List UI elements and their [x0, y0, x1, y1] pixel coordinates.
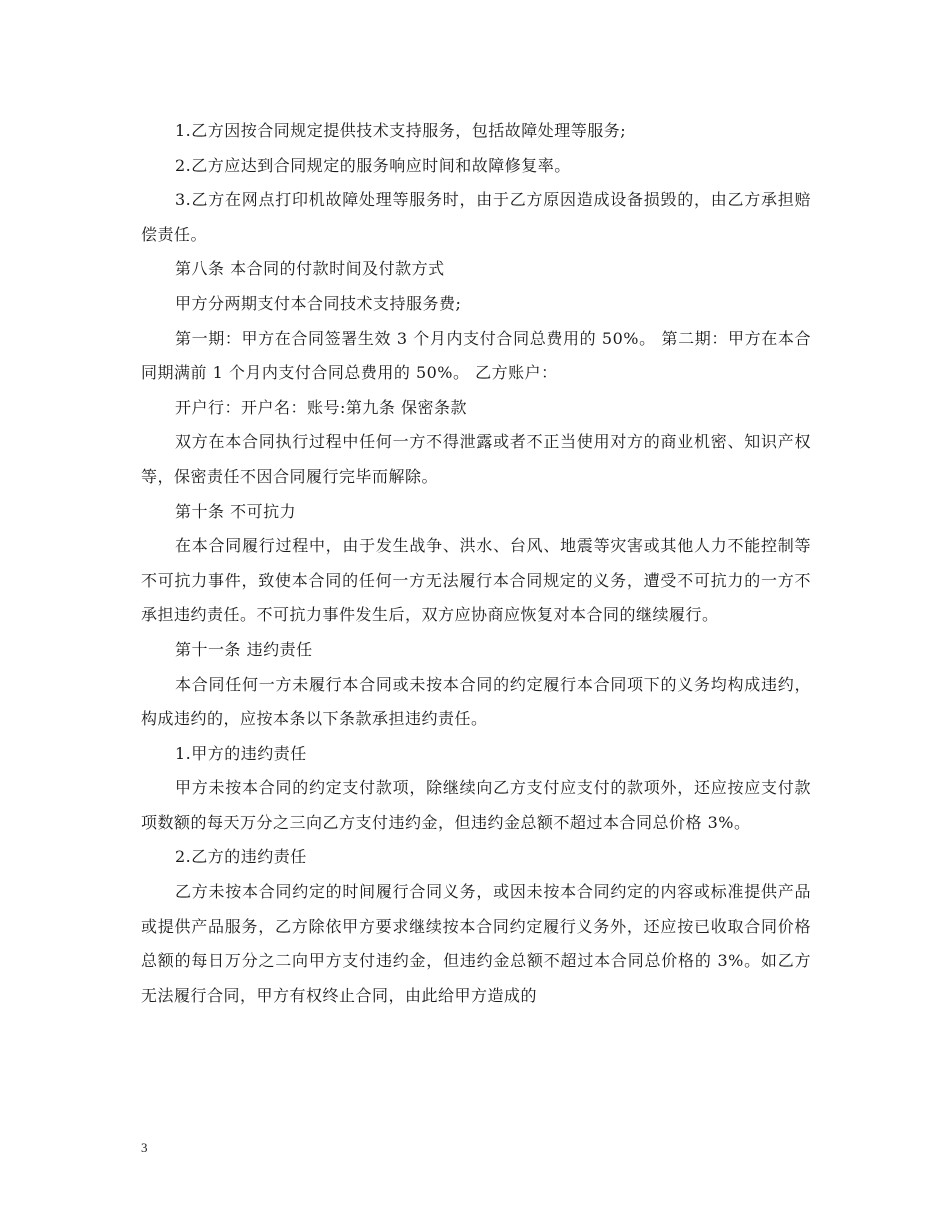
clause-paragraph: 本合同任何一方未履行本合同或未按本合同的约定履行本合同项下的义务均构成违约，构成违约的，应按本条以下条款承担违约责任。	[141, 674, 811, 729]
clause-paragraph: 甲方分两期支付本合同技术支持服务费;	[175, 293, 462, 313]
article-heading: 第十条 不可抗力	[175, 501, 297, 521]
clause-paragraph: 乙方未按本合同约定的时间履行合同义务，或因未按本合同约定的内容或标准提供产品或提供产品服务，乙方除依甲方要求继续按本合同约定履行义务外，还应按已收取合同价格总额的每日万分之二向甲方支付违约金，但违约金总额不超过本合同总价格的 3%。如乙方无法履行合同，甲方有权终止合同，由此给甲方造成的	[141, 882, 811, 1005]
clause-paragraph: 第一期：甲方在合同签署生效 3 个月内支付合同总费用的 50%。 第二期：甲方在本合同期满前 1 个月内支付合同总费用的 50%。 乙方账户：	[141, 328, 811, 383]
sub-heading: 1.甲方的违约责任	[175, 743, 307, 763]
clause-paragraph: 2.乙方应达到合同规定的服务响应时间和故障修复率。	[175, 155, 571, 175]
article-heading: 第十一条 违约责任	[175, 639, 313, 659]
clause-paragraph: 在本合同履行过程中，由于发生战争、洪水、台风、地震等灾害或其他人力不能控制等不可抗力事件，致使本合同的任何一方无法履行本合同规定的义务，遭受不可抗力的一方不承担违约责任。不可抗力事件发生后，双方应协商应恢复对本合同的继续履行。	[141, 536, 811, 625]
clause-paragraph: 双方在本合同执行过程中任何一方不得泄露或者不正当使用对方的商业机密、知识产权等，保密责任不因合同履行完毕而解除。	[141, 432, 811, 486]
clause-paragraph: 甲方未按本合同的约定支付款项，除继续向乙方支付应支付的款项外，还应按应支付款项数额的每天万分之三向乙方支付违约金，但违约金总额不超过本合同总价格 3%。	[141, 778, 811, 832]
document-body	[141, 114, 811, 1013]
article-heading: 第八条 本合同的付款时间及付款方式	[175, 259, 445, 279]
clause-paragraph: 3.乙方在网点打印机故障处理等服务时，由于乙方原因造成设备损毁的，由乙方承担赔偿责任。	[141, 190, 811, 244]
page-number: 3	[141, 1140, 148, 1155]
clause-paragraph: 1.乙方因按合同规定提供技术支持服务，包括故障处理等服务;	[175, 121, 627, 140]
sub-heading: 2.乙方的违约责任	[175, 847, 307, 867]
clause-paragraph: 开户行：开户名：账号:第九条 保密条款	[175, 397, 467, 417]
